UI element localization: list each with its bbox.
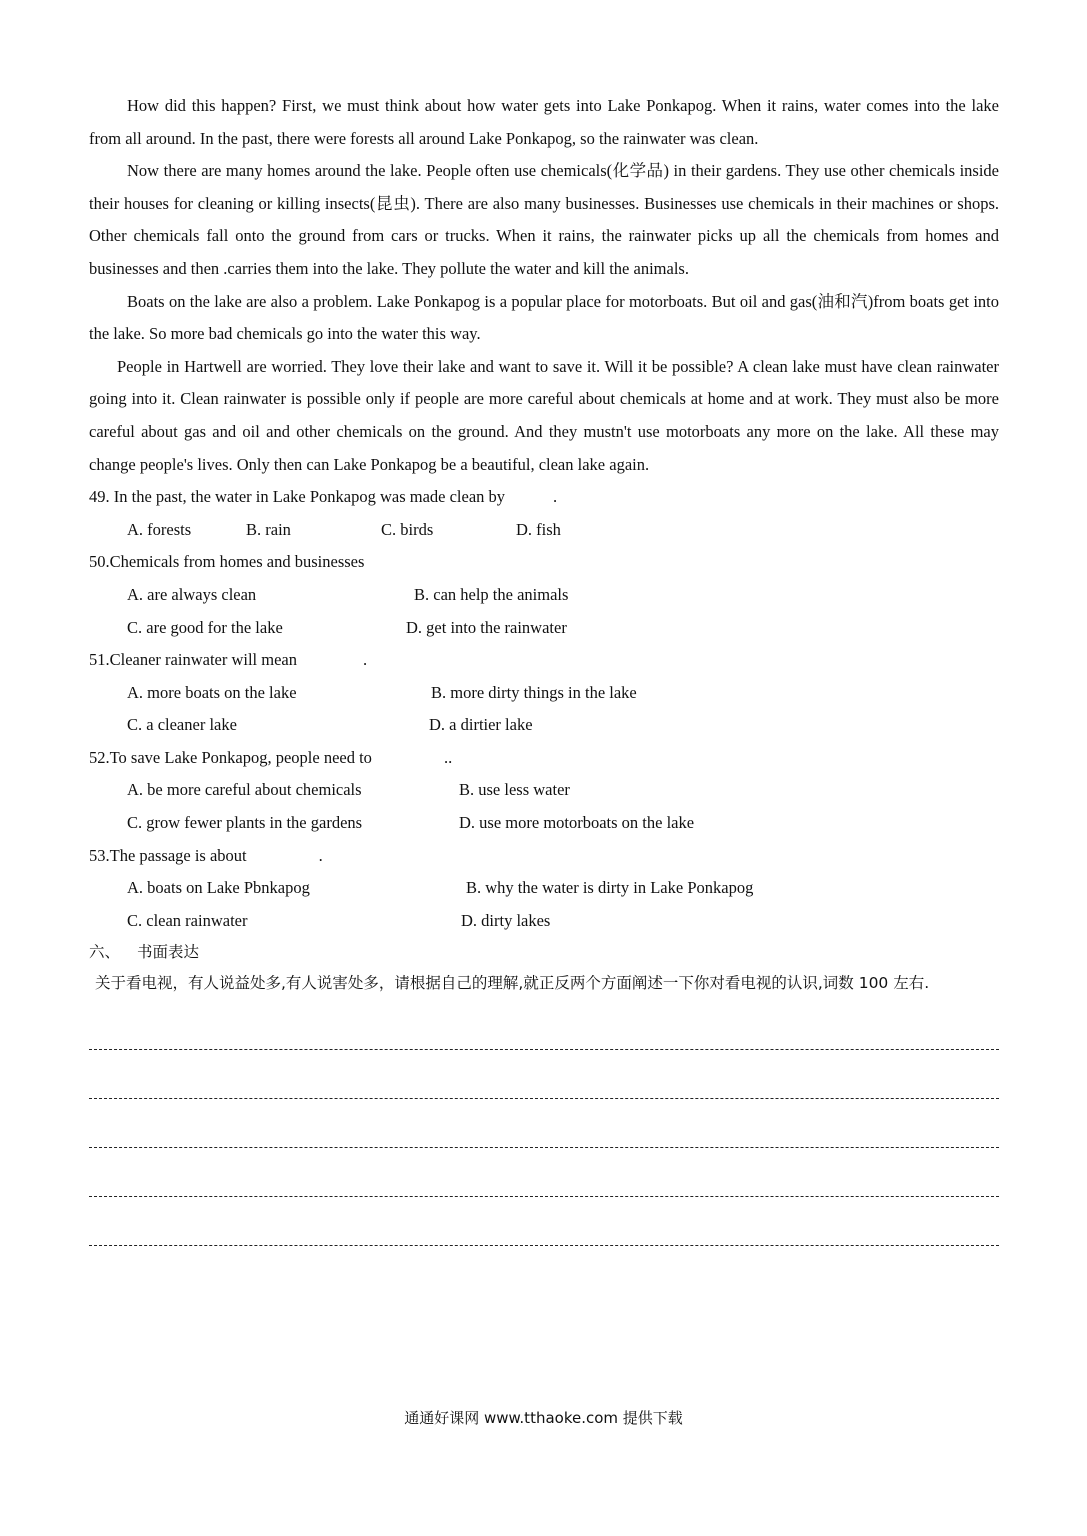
writing-line[interactable]	[89, 1209, 999, 1258]
options-row	[89, 872, 999, 905]
question-end: .	[553, 487, 558, 507]
question-51	[89, 644, 999, 742]
options-row	[89, 807, 999, 840]
question-end: .	[363, 650, 368, 670]
option-b: B. use less water	[459, 780, 570, 800]
option-d: D. fish	[516, 519, 561, 539]
writing-lines	[89, 1013, 999, 1258]
option-c: C. birds	[381, 519, 434, 539]
writing-task: 关于看电视，有人说益处多,有人说害处多，请根据自己的理解,就正反两个方面阐述一下你对看电视的认识,词数 100 左右.	[95, 974, 930, 993]
question-stem: 51.Cleaner rainwater will mean	[89, 650, 297, 670]
passage-paragraph-2: Now there are many homes around the lake. People often use chemicals(化学品) in their gardens. They use other chemicals inside their houses for cleaning or killing insects(昆虫). There are also many businesses. Businesses use chemicals in their machines or shops. Other chemicals fall onto the ground from cars or trucks. When it rains, the rainwater picks up all the chemicals from homes and businesses and then .carries them into the lake. They pollute the water and kill the animals.	[89, 161, 999, 278]
writing-line[interactable]	[89, 1013, 999, 1062]
option-a: A. are always clean	[127, 584, 257, 604]
question-52	[89, 742, 999, 840]
option-b: B. why the water is dirty in Lake Ponkapog	[466, 878, 754, 898]
writing-line[interactable]	[89, 1160, 999, 1209]
option-c: C. are good for the lake	[127, 617, 283, 637]
question-end: ..	[443, 747, 453, 767]
options-row	[89, 677, 999, 710]
option-b: B. can help the animals	[414, 584, 569, 604]
passage-paragraph-3: Boats on the lake are also a problem. Lake Ponkapog is a popular place for motorboats. But oil and gas(油和汽)from boats get into the lake. So more bad chemicals go into the water this way.	[89, 291, 999, 344]
option-a: A. boats on Lake Pbnkapog	[127, 878, 310, 898]
question-stem: 50.Chemicals from homes and businesses	[89, 552, 365, 572]
options-row	[89, 612, 999, 645]
option-b: B. rain	[246, 519, 291, 539]
options-row	[89, 774, 999, 807]
option-d: D. dirty lakes	[461, 910, 551, 930]
question-49	[89, 481, 999, 546]
question-50	[89, 546, 999, 644]
option-a: A. more boats on the lake	[127, 682, 297, 702]
writing-line[interactable]	[89, 1062, 999, 1111]
page-footer: 通通好课网 www.tthaoke.com 提供下载	[404, 1409, 683, 1427]
question-stem: 53.The passage is about	[89, 845, 247, 865]
question-stem: 49. In the past, the water in Lake Ponkapog was made clean by	[89, 487, 506, 507]
option-d: D. get into the rainwater	[406, 617, 567, 637]
section-number: 六、	[89, 943, 121, 962]
question-end: .	[318, 845, 323, 865]
option-a: A. be more careful about chemicals	[127, 780, 362, 800]
option-b: B. more dirty things in the lake	[431, 682, 637, 702]
options-row	[89, 709, 999, 742]
option-c: C. clean rainwater	[127, 910, 248, 930]
document-page	[89, 90, 999, 1258]
question-stem: 52.To save Lake Ponkapog, people need to	[89, 747, 372, 767]
option-a: A. forests	[127, 519, 192, 539]
writing-line[interactable]	[89, 1111, 999, 1160]
option-c: C. a cleaner lake	[127, 715, 237, 735]
writing-section-heading	[89, 937, 999, 967]
options-row	[89, 514, 999, 547]
option-d: D. use more motorboats on the lake	[459, 813, 695, 833]
option-c: C. grow fewer plants in the gardens	[127, 813, 363, 833]
option-d: D. a dirtier lake	[429, 715, 533, 735]
passage-paragraph-4: People in Hartwell are worried. They love their lake and want to save it. Will it be possible? A clean lake must have clean rainwater going into it. Clean rainwater is possible only if people are more careful about chemicals at home and at work. They must also be more careful about gas and oil and other chemicals on the ground. And they mustn't use motorboats any more on the lake. All these may change people's lives. Only then can Lake Ponkapog be a beautiful, clean lake again.	[89, 356, 999, 474]
section-title: 书面表达	[137, 943, 200, 962]
options-row	[89, 579, 999, 612]
options-row	[89, 905, 999, 938]
question-53	[89, 840, 999, 938]
passage-paragraph-1: How did this happen? First, we must think about how water gets into Lake Ponkapog. When it rains, water comes into the lake from all around. In the past, there were forests all around Lake Ponkapog, so the rainwater was clean.	[89, 96, 999, 148]
